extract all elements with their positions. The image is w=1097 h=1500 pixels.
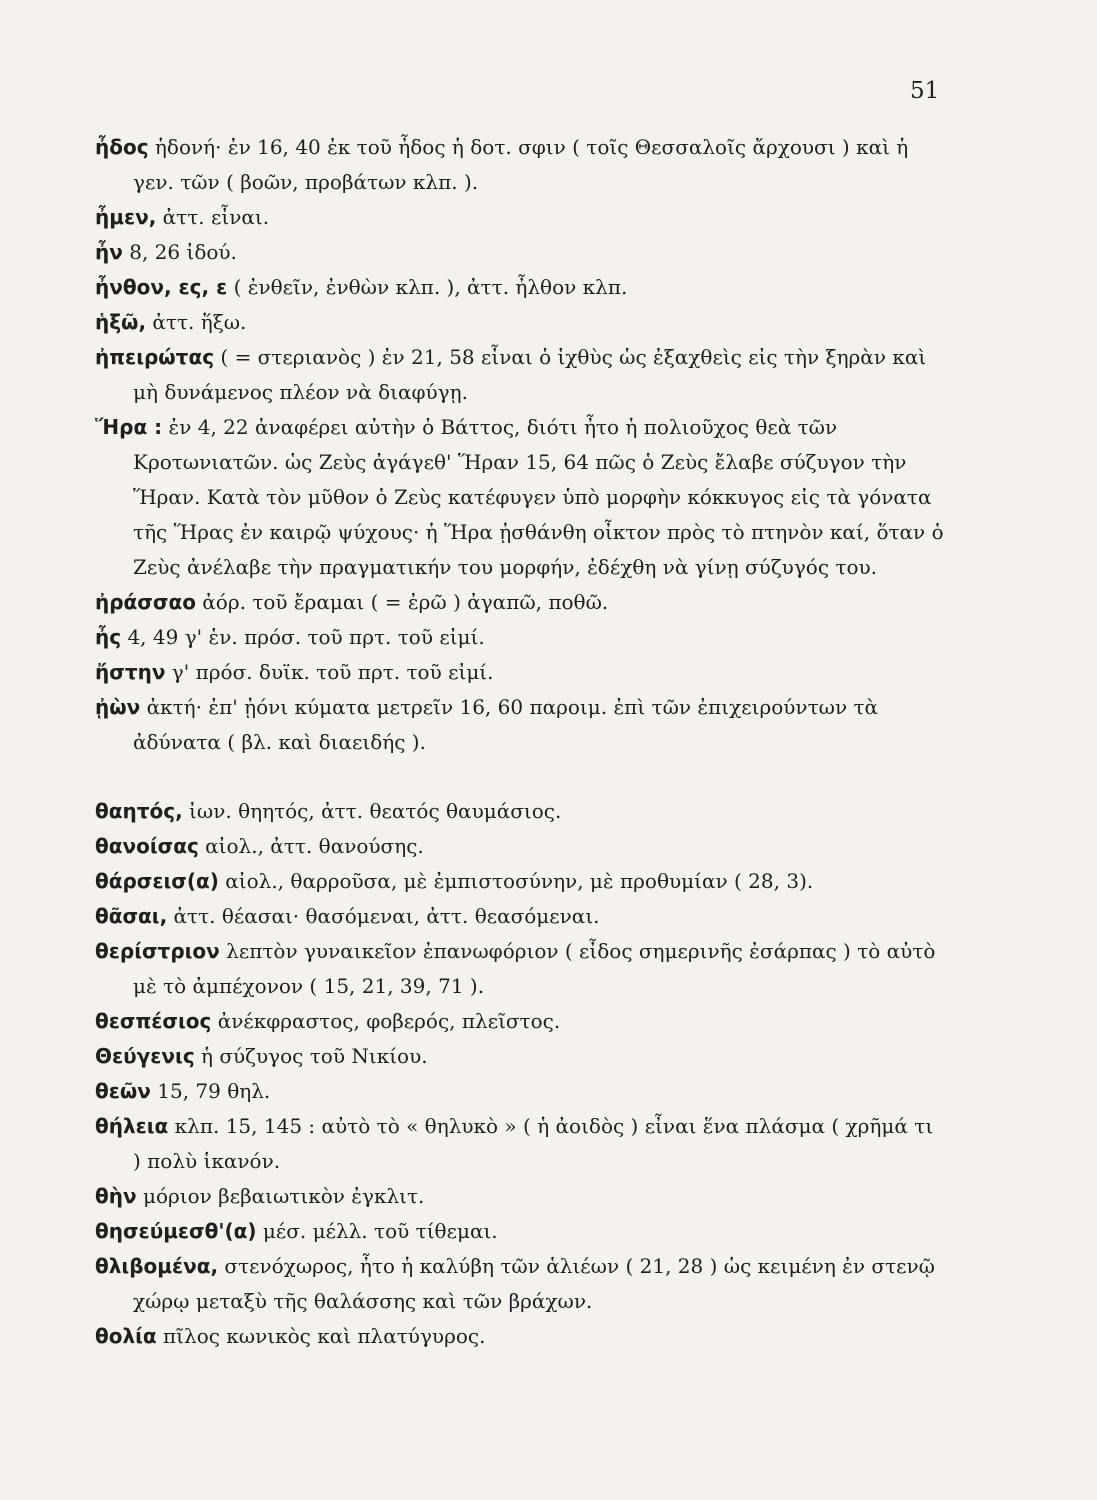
glossary-entry [95,1179,945,1214]
entry-headword: ἦς [95,625,122,649]
glossary-entry [95,270,945,305]
entry-headword: ᾐὼν [95,695,141,719]
entry-headword: ἠράσσαο [95,590,196,614]
glossary-entry [95,1039,945,1074]
entry-headword: ἡξῶ, [95,310,147,334]
entry-headword: θάρσεισ(α) [95,869,219,893]
glossary-entry [95,585,945,620]
entry-headword: θαητός, [95,799,183,823]
entry-headword: θήλεια [95,1114,169,1138]
entry-headword: Θεύγενις [95,1044,195,1068]
entry-definition: στενόχωρος, ἦτο ἡ καλύβη τῶν ἁλιέων ( 21, 28 ) ὡς κειμένη ἐν στενῷ χώρῳ μεταξὺ τῆς θαλάσσης καὶ τῶν βράχων. [133,1254,935,1313]
glossary-entries [95,130,945,1354]
entry-headword: θερίστριον [95,939,220,963]
entry-definition: ( = στεριανὸς ) ἐν 21, 58 εἶναι ὁ ἰχθὺς ὡς ἐξαχθεὶς εἰς τὴν ξηρὰν καὶ μὴ δυνάμενος πλέον νὰ διαφύγῃ. [133,345,927,404]
entry-headword: ἦμεν, [95,205,157,229]
entry-definition: αἰολ., θαρροῦσα, μὲ ἐμπιστοσύνην, μὲ προθυμίαν ( 28, 3). [218,869,814,893]
entry-definition: γ' πρόσ. δυϊκ. τοῦ πρτ. τοῦ εἰμί. [165,660,494,684]
entry-definition: 4, 49 γ' ἑν. πρόσ. τοῦ πρτ. τοῦ εἰμί. [121,625,485,649]
entry-definition: κλπ. 15, 145 : αὐτὸ τὸ « θηλυκὸ » ( ἡ ἀοιδὸς ) εἶναι ἕνα πλάσμα ( χρῆμά τι ) πολὺ ἱκανόν. [133,1114,934,1173]
entry-definition: μόριον βεβαιωτικὸν ἐγκλιτ. [136,1184,425,1208]
glossary-entry [95,410,945,585]
entry-headword: θανοίσας [95,834,199,858]
glossary-entry [95,620,945,655]
glossary-entry [95,794,945,829]
entry-definition: μέσ. μέλλ. τοῦ τίθεμαι. [256,1219,498,1243]
glossary-entry [95,829,945,864]
entry-headword: ἦνθον, ες, ε [95,275,228,299]
glossary-entry [95,1004,945,1039]
glossary-entry [95,305,945,340]
entry-headword: θησεύμεσθ'(α) [95,1219,257,1243]
glossary-entry [95,1214,945,1249]
entry-headword: ἤστην [95,660,166,684]
entry-definition: ἀττ. θέασαι· θασόμεναι, ἀττ. θεασόμεναι. [167,904,600,928]
page-number: 51 [910,78,940,104]
entry-definition: ἀνέκφραστος, φοβερός, πλεῖστος. [211,1009,561,1033]
glossary-entry [95,200,945,235]
entry-headword: ἦδος [95,135,149,159]
entry-definition: 8, 26 ἰδού. [122,240,237,264]
entry-headword: ἦν [95,240,123,264]
entry-definition: πῖλος κωνικὸς καὶ πλατύγυρος. [156,1324,486,1348]
entry-definition: ( ἐνθεῖν, ἐνθὼν κλπ. ), ἀττ. ἦλθον κλπ. [227,275,628,299]
glossary-entry [95,1074,945,1109]
glossary-entry [95,1109,945,1179]
entry-headword: θᾶσαι, [95,904,168,928]
entry-definition: ἡ σύζυγος τοῦ Νικίου. [194,1044,428,1068]
entry-headword: θλιβομένα, [95,1254,219,1278]
glossary-entry [95,934,945,1004]
entry-headword: θεῶν [95,1079,151,1103]
entry-definition: 15, 79 θηλ. [150,1079,271,1103]
entry-headword: Ἥρα : [95,415,163,439]
glossary-entry [95,899,945,934]
entry-definition: αἰολ., ἀττ. θανούσης. [198,834,424,858]
entry-headword: θὴν [95,1184,137,1208]
entry-definition: ἰων. θηητός, ἀττ. θεατός θαυμάσιος. [182,799,562,823]
glossary-entry [95,1319,945,1354]
entry-definition: λεπτὸν γυναικεῖον ἐπανωφόριον ( εἶδος σημερινῆς ἐσάρπας ) τὸ αὐτὸ μὲ τὸ ἀμπέχονον ( 15, 21, 39, 71 ). [133,939,936,998]
entry-headword: ἠπειρώτας [95,345,215,369]
glossary-entry [95,1249,945,1319]
glossary-entry [95,130,945,200]
entry-definition: ἀττ. ἥξω. [146,310,247,334]
entry-definition: ἡδονή· ἐν 16, 40 ἐκ τοῦ ἦδος ἡ δοτ. σφιν ( τοῖς Θεσσαλοῖς ἄρχουσι ) καὶ ἡ γεν. τῶν ( βοῶν, προβάτων κλπ. ). [133,135,909,194]
glossary-entry [95,340,945,410]
entry-definition: ἀόρ. τοῦ ἔραμαι ( = ἐρῶ ) ἀγαπῶ, ποθῶ. [195,590,609,614]
glossary-entry [95,690,945,760]
entry-definition: ἀττ. εἶναι. [156,205,270,229]
glossary-entry [95,864,945,899]
entry-headword: θεσπέσιος [95,1009,212,1033]
glossary-entry [95,235,945,270]
glossary-entry [95,655,945,690]
entry-headword: θολία [95,1324,157,1348]
entry-definition: ἐν 4, 22 ἀναφέρει αὐτὴν ὁ Βάττος, διότι ἦτο ἡ πολιοῦχος θεὰ τῶν Κροτωνιατῶν. ὡς Ζεὺς ἀγάγεθ' Ἥραν 15, 64 πῶς ὁ Ζεὺς ἔλαβε σύζυγον τὴν Ἥραν. Κατὰ τὸν μῦθον ὁ Ζεὺς κατέφυγεν ὑπὸ μορφὴν κόκκυγος εἰς τὰ γόνατα τῆς Ἥρας ἐν καιρῷ ψύχους· ἡ Ἥρα ᾐσθάνθη οἶκτον πρὸς τὸ πτηνὸν καί, ὅταν ὁ Ζεὺς ἀνέλαβε τὴν πραγματικήν του μορφήν, ἐδέχθη νὰ γίνῃ σύζυγός του. [133,415,944,579]
entry-definition: ἀκτή· ἐπ' ᾐόνι κύματα μετρεῖν 16, 60 παροιμ. ἐπὶ τῶν ἐπιχειρούντων τὰ ἀδύνατα ( βλ. καὶ διαειδής ). [133,695,879,754]
